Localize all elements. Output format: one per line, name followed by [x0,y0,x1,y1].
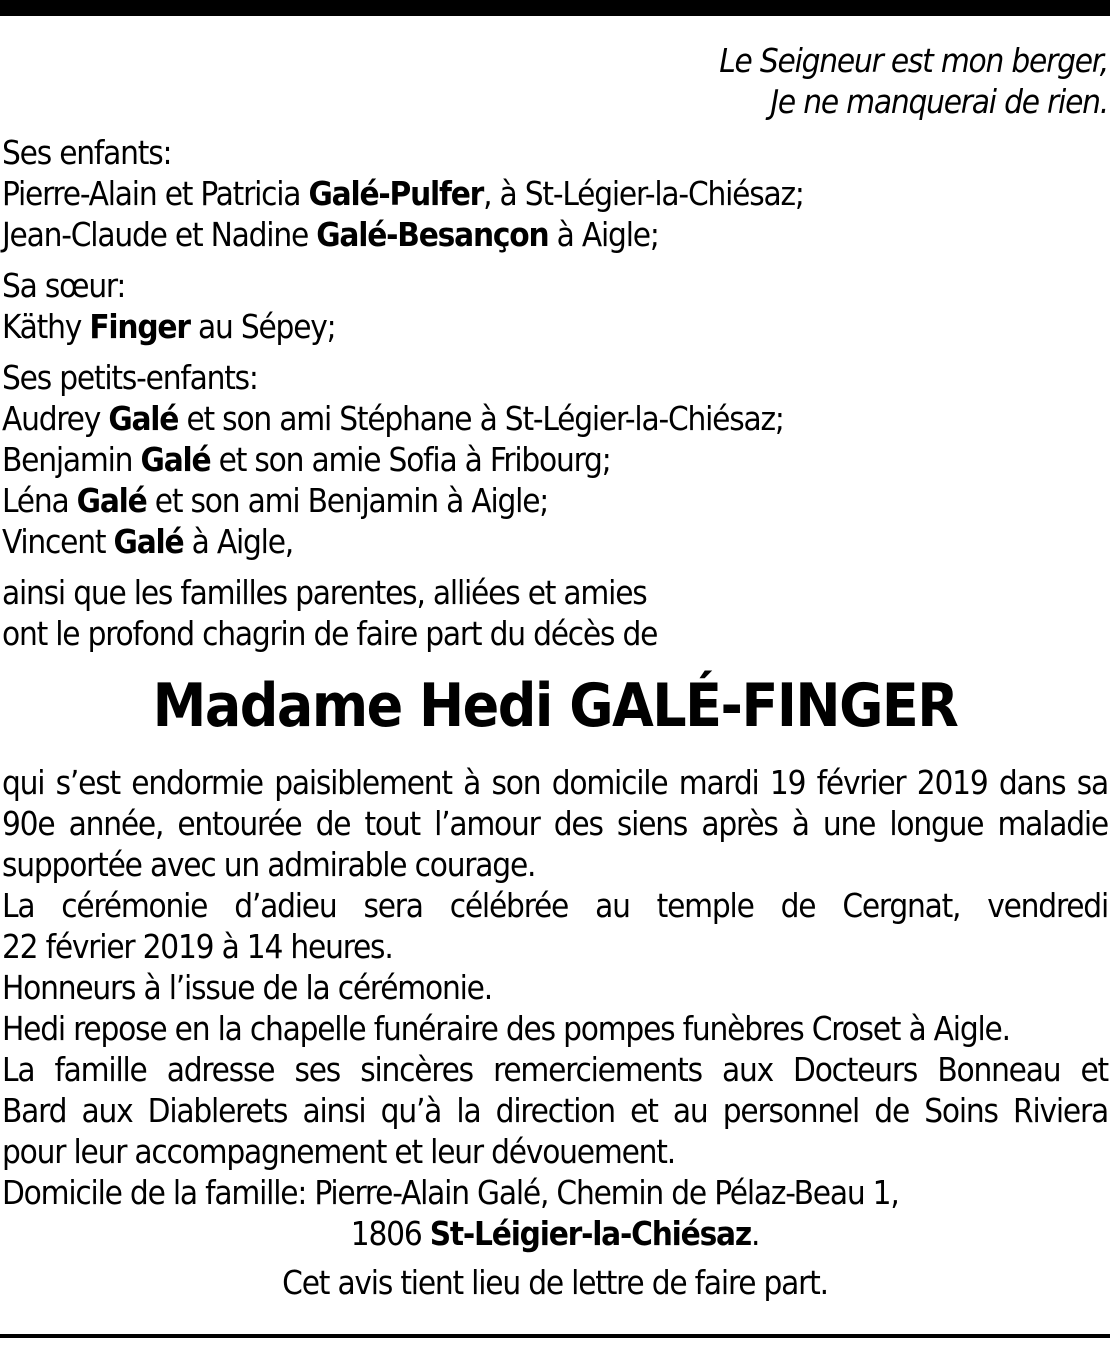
body-line: Bard aux Diablerets ainsi qu’à la direction et au personnel de Soins Riviera [2,1091,1108,1130]
notice-body [2,762,1108,1254]
entry-text: au Sépey; [189,307,336,346]
intro-line: ont le profond chagrin de faire part du décès de [2,614,658,653]
family-name: Galé-Pulfer [308,174,484,213]
deceased-name: Madame Hedi GALÉ-FINGER [152,671,958,741]
body-line: 22 février 2019 à 14 heures. [2,927,393,966]
body-line: pour leur accompagnement et leur dévouement. [2,1132,675,1171]
family-entry [2,214,1108,255]
entry-text: et son amie Sofia à Fribourg; [210,440,611,479]
family-entry [2,480,1108,521]
top-rule [0,0,1110,16]
family-name: Galé-Besançon [316,215,549,254]
entry-text: Benjamin [2,440,141,479]
body-line: 90e année, entourée de tout l’amour des siens après à une longue maladie [2,804,1108,843]
section-heading: Ses enfants: [2,133,172,172]
address-locality: St-Léigier-la-Chiésaz [429,1214,751,1253]
children-section [2,132,1108,255]
body-line: Honneurs à l’issue de la cérémonie. [2,968,492,1007]
family-name: Galé [108,399,179,438]
obituary-notice [2,40,1108,1303]
entry-text: Käthy [2,307,90,346]
entry-text: Audrey [2,399,109,438]
address-text: . [750,1214,760,1253]
entry-text: Léna [2,481,77,520]
sister-section [2,265,1108,347]
family-entry [2,521,1108,562]
closing-line: Cet avis tient lieu de lettre de faire part. [282,1263,828,1302]
family-entry [2,173,1108,214]
entry-text: à Aigle, [183,522,294,561]
entry-text: et son ami Benjamin à Aigle; [146,481,549,520]
entry-text: et son ami Stéphane à St-Légier-la-Chiésaz; [178,399,784,438]
family-entry [2,439,1108,480]
entry-text: , à St-Légier-la-Chiésaz; [483,174,804,213]
address-line [2,1213,1108,1254]
family-entry [2,398,1108,439]
family-entry [2,306,1108,347]
family-name: Finger [89,307,190,346]
body-line: supportée avec un admirable courage. [2,845,536,884]
address-text: 1806 [350,1214,430,1253]
entry-text: à Aigle; [548,215,659,254]
section-heading: Sa sœur: [2,266,126,305]
family-name: Galé [76,481,147,520]
intro-section [2,572,1108,654]
entry-text: Pierre-Alain et Patricia [2,174,309,213]
family-name: Galé [140,440,211,479]
bottom-rule [0,1334,1110,1338]
verse-line: Je ne manquerai de rien. [770,82,1108,121]
section-heading: Ses petits-enfants: [2,358,258,397]
grandchildren-section [2,357,1108,562]
entry-text: Jean-Claude et Nadine [2,215,317,254]
intro-line: ainsi que les familles parentes, alliées et amies [2,573,647,612]
body-line: Hedi repose en la chapelle funéraire des pompes funèbres Croset à Aigle. [2,1009,1010,1048]
body-line: La famille adresse ses sincères remerciements aux Docteurs Bonneau et [2,1050,1108,1089]
body-line: Domicile de la famille: Pierre-Alain Galé, Chemin de Pélaz-Beau 1, [2,1173,899,1212]
family-name: Galé [113,522,184,561]
body-line: La cérémonie d’adieu sera célébrée au temple de Cergnat, vendredi [2,886,1108,925]
body-line: qui s’est endormie paisiblement à son domicile mardi 19 février 2019 dans sa [2,763,1108,802]
verse [2,40,1108,122]
verse-line: Le Seigneur est mon berger, [719,41,1108,80]
entry-text: Vincent [2,522,114,561]
